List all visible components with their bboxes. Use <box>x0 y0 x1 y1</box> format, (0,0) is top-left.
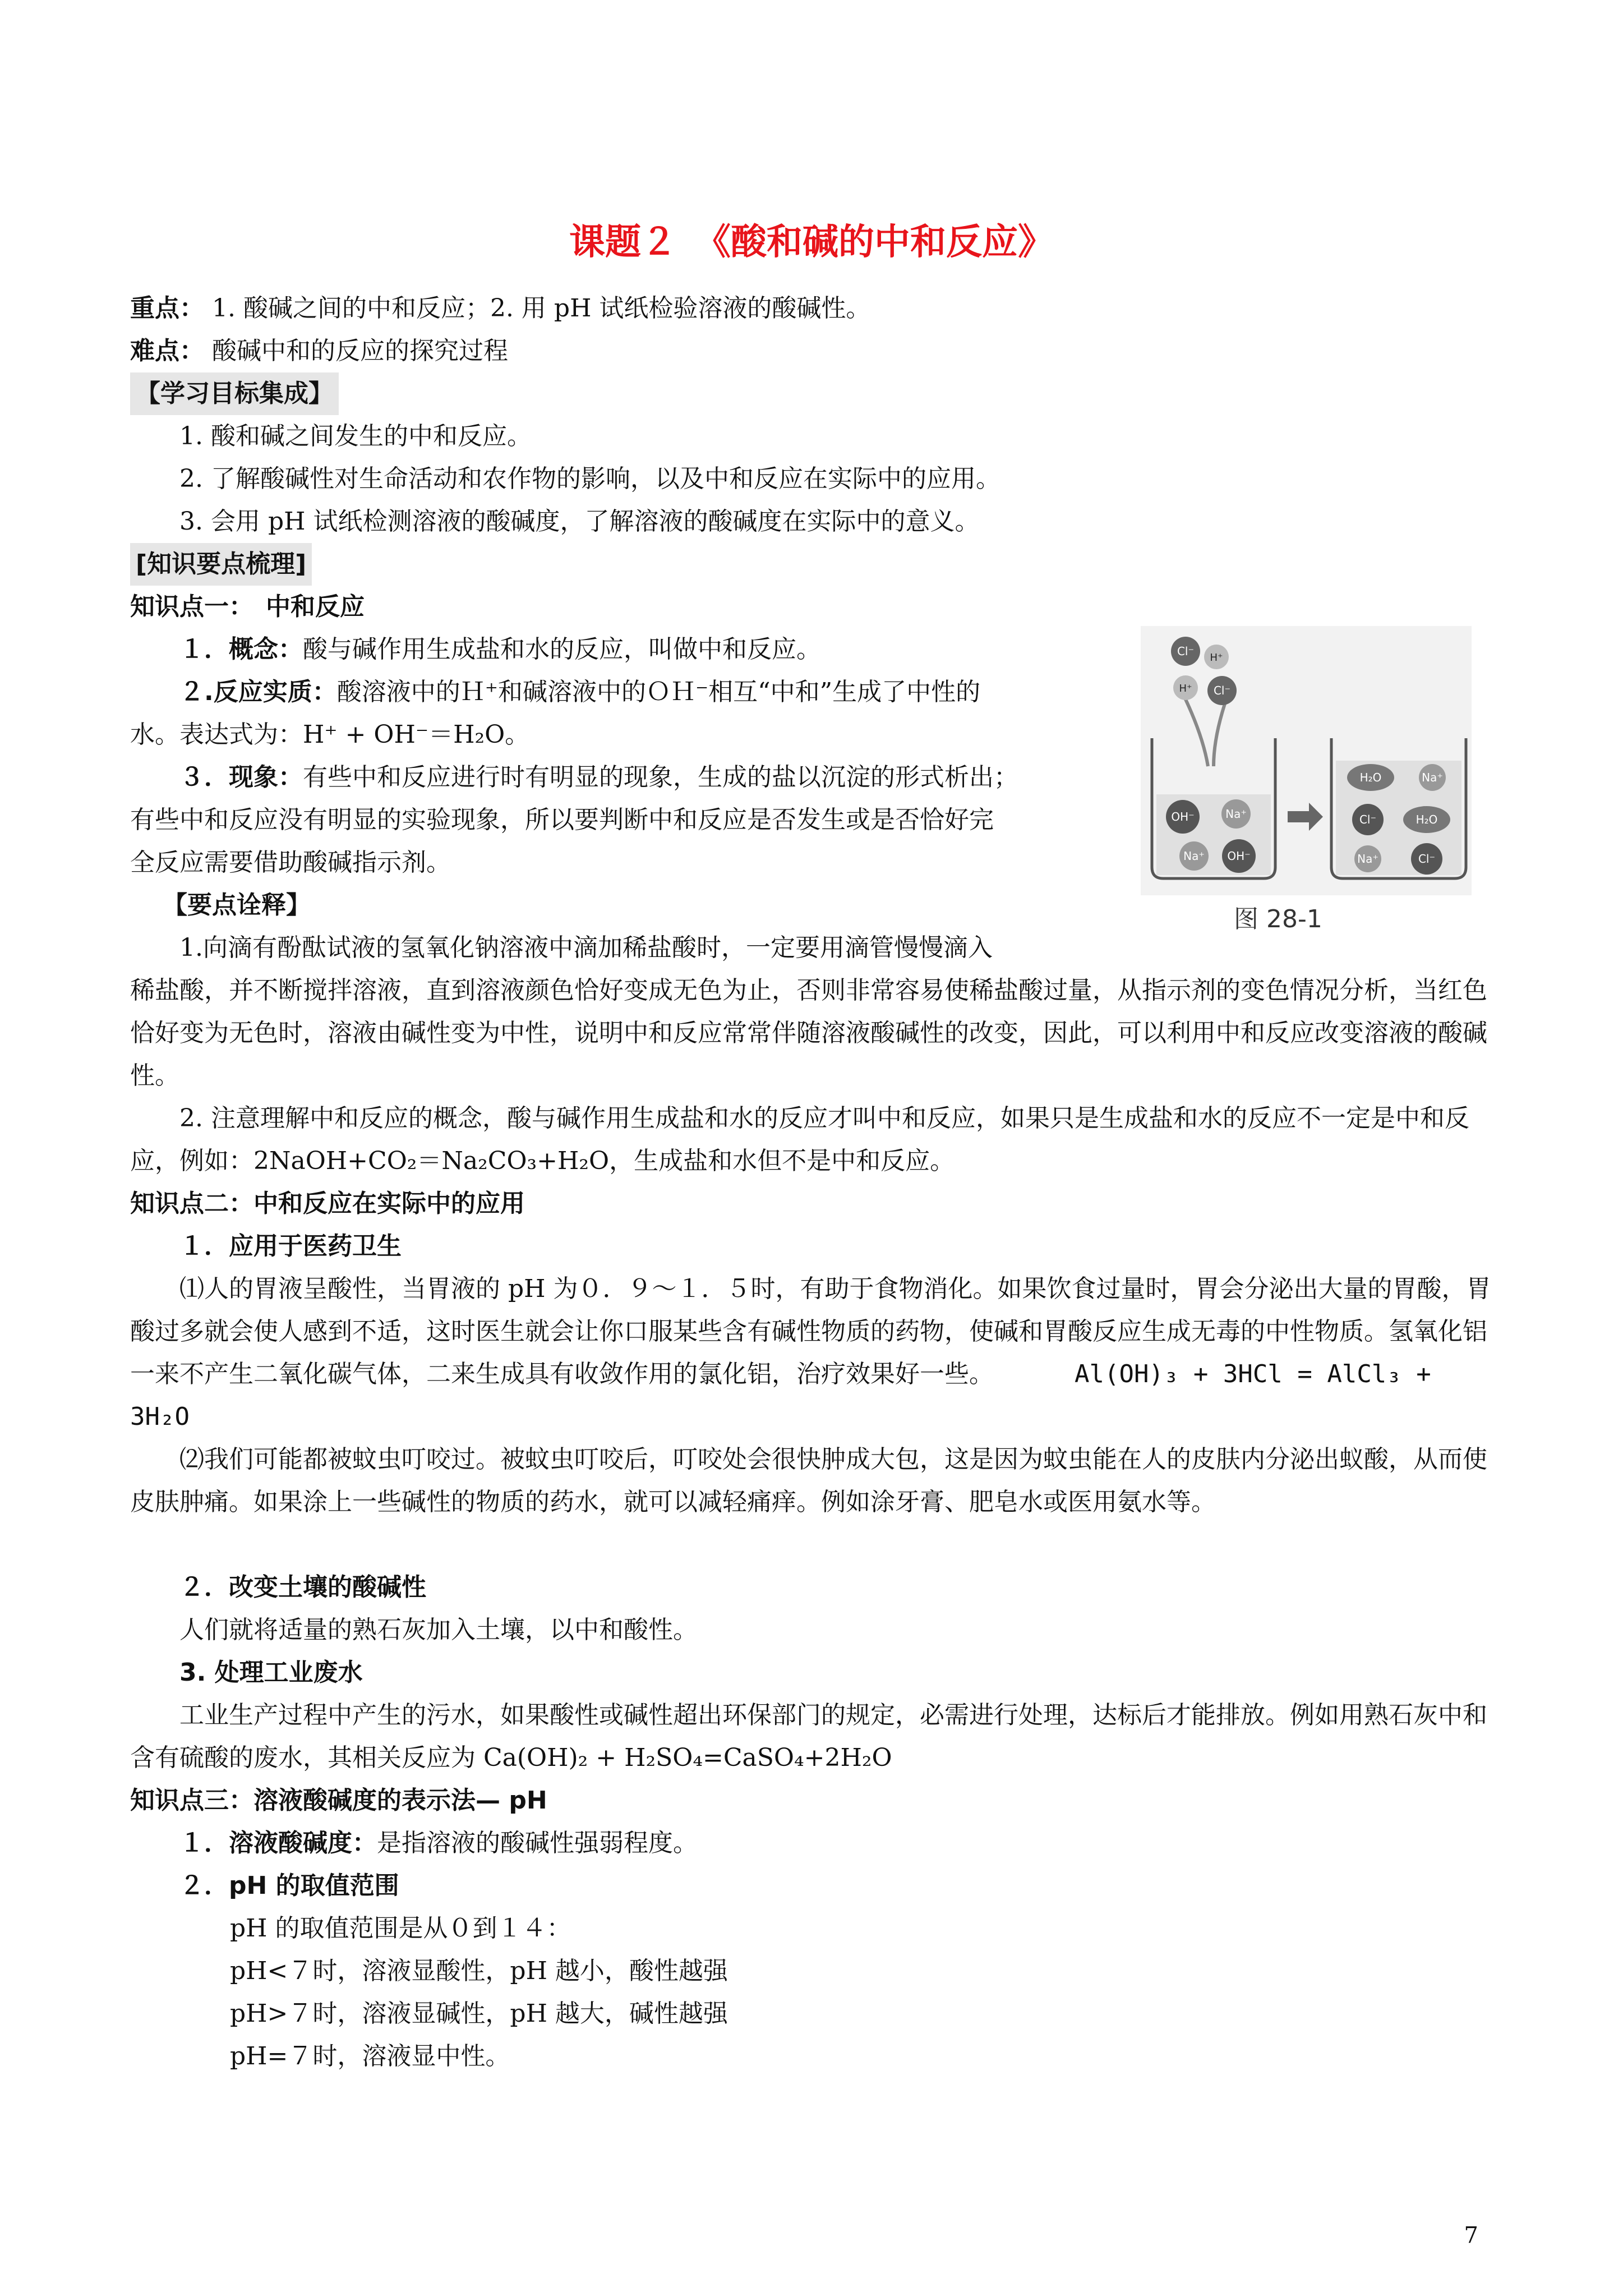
kp2-equation: Al(OH)₃ + 3HCl = AlCl₃ + 3H₂O <box>130 1360 1431 1431</box>
ph-range-line: pH=７时，溶液显中性。 <box>230 2042 510 2070</box>
kp2-heading: 知识点二：中和反应在实际中的应用 <box>130 1189 525 1218</box>
neutralization-figure <box>1141 626 1472 895</box>
note1-first-line: 1.向滴有酚酞试液的氢氧化钠溶液中滴加稀盐酸时，一定要用滴管慢慢滴入 <box>179 933 993 962</box>
particle-label: Na⁺ <box>1422 771 1443 784</box>
kp2-paragraph3: 人们就将适量的熟石灰加入土壤，以中和酸性。 <box>179 1616 698 1644</box>
ion-label: Cl⁻ <box>1213 684 1231 697</box>
kp1-heading: 知识点一： 中和反应 <box>130 592 365 621</box>
difficult-label: 难点： <box>130 337 204 365</box>
kp3-section2: ２．pH 的取值范围 <box>179 1871 399 1900</box>
difficult-points <box>130 330 508 372</box>
particle-label: Cl⁻ <box>1418 852 1436 866</box>
essence-label: ２.反应实质： <box>179 678 337 706</box>
ion-label: H⁺ <box>1179 683 1192 694</box>
key-points <box>130 287 870 330</box>
kp2-paragraph4: 工业生产过程中产生的污水，如果酸性或碱性超出环保部门的规定，必需进行处理，达标后才能排放。例如用熟石灰中和含有硫酸的废水，其相关反应为 Ca(OH)₂ + H₂SO₄=CaSO₄+2H₂O <box>130 1701 1487 1772</box>
kp1-phenomenon-cont2: 全反应需要借助酸碱指示剂。 <box>130 848 451 877</box>
particle-label: H₂O <box>1359 771 1382 784</box>
ph-range-line: pH>７时，溶液显碱性，pH 越大，碱性越强 <box>230 1999 728 2028</box>
ph-range-line: pH<７时，溶液显酸性，pH 越小，酸性越强 <box>230 1957 728 1985</box>
particle-label: Na⁺ <box>1357 852 1378 866</box>
ph-range-line: pH 的取值范围是从０到１４： <box>230 1914 571 1943</box>
essence-text: 酸溶液中的Ｈ⁺和碱溶液中的ＯＨ⁻相互“中和”生成了中性的 <box>336 678 981 706</box>
phenomenon-label: ３．现象： <box>179 763 303 792</box>
ion-label: Na⁺ <box>1183 849 1205 863</box>
notes-header: 【要点诠释】 <box>163 891 311 919</box>
kp3-s1-text: 是指溶液的酸碱性强弱程度。 <box>377 1829 698 1857</box>
ion-label: OH⁻ <box>1171 810 1195 823</box>
kp2-section3: 3. 处理工业废水 <box>179 1658 363 1687</box>
kp1-phenomenon <box>179 756 1018 799</box>
ion-label: Na⁺ <box>1225 807 1247 821</box>
note2: 2. 注意理解中和反应的概念，酸与碱作用生成盐和水的反应才叫中和反应，如果只是生成盐和水的反应不一定是中和反应，例如：2NaOH+CO₂＝Na₂CO₃+H₂O，生成盐和水但不是中和反应。 <box>130 1104 1469 1175</box>
page-number: 7 <box>1464 2223 1478 2248</box>
kp2-paragraph2: ⑵我们可能都被蚊虫叮咬过。被蚊虫叮咬后，叮咬处会很快肿成大包，这是因为蚊虫能在人的皮肤内分泌出蚁酸，从而使皮肤肿痛。如果涂上一些碱性的物质的药水，就可以减轻痛痒。例如涂牙膏、肥皂水或医用氨水等。 <box>130 1445 1487 1516</box>
kp1-concept <box>179 628 821 671</box>
kp1-phenomenon-cont: 有些中和反应没有明显的实验现象，所以要判断中和反应是否发生或是否恰好完 <box>130 806 994 834</box>
knowledge-header <box>130 543 312 586</box>
concept-label: １．概念： <box>179 635 303 664</box>
particle-label: Cl⁻ <box>1359 813 1377 826</box>
figure-caption: 图 28-1 <box>1234 905 1322 933</box>
goal-item: 2. 了解酸碱性对生命活动和农作物的影响，以及中和反应在实际中的应用。 <box>179 464 1000 493</box>
ion-label: Cl⁻ <box>1177 645 1195 658</box>
goals-header <box>130 372 339 415</box>
kp3-heading: 知识点三：溶液酸碱度的表示法— pH <box>130 1786 547 1815</box>
kp2-paragraph1 <box>130 1268 1493 1438</box>
kp2-section1: １．应用于医药卫生 <box>179 1232 402 1260</box>
kp2-section2: ２．改变土壤的酸碱性 <box>179 1573 426 1602</box>
kp1-essence-cont: 水。表达式为：H⁺ + OH⁻＝H₂O。 <box>130 720 530 749</box>
goals-header-text: 【学习目标集成】 <box>130 372 339 415</box>
page-title: 课题２ 《酸和碱的中和反应》 <box>569 222 1054 263</box>
goal-item: 1. 酸和碱之间发生的中和反应。 <box>179 422 532 450</box>
concept-text: 酸与碱作用生成盐和水的反应，叫做中和反应。 <box>303 635 821 664</box>
difficult-text: 酸碱中和的反应的探究过程 <box>204 337 508 365</box>
ion-label: OH⁻ <box>1227 849 1251 863</box>
key-points-label: 重点： <box>130 294 204 323</box>
note1-rest: 稀盐酸，并不断搅拌溶液，直到溶液颜色恰好变成无色为止，否则非常容易使稀盐酸过量，从指示剂的变色情况分析，当红色恰好变为无色时，溶液由碱性变为中性，说明中和反应常常伴随溶液酸碱性的改变，因此，可以利用中和反应改变溶液的酸碱性。 <box>130 976 1487 1090</box>
phenomenon-text: 有些中和反应进行时有明显的现象，生成的盐以沉淀的形式析出； <box>303 763 1018 792</box>
ion-label: H⁺ <box>1210 652 1223 664</box>
key-points-text: 1. 酸碱之间的中和反应；2. 用 pH 试纸检验溶液的酸碱性。 <box>204 294 871 323</box>
kp3-section1 <box>179 1822 698 1865</box>
kp3-s1-label: １．溶液酸碱度： <box>179 1829 377 1857</box>
particle-label: H₂O <box>1415 813 1438 826</box>
kp2-p1-text: ⑴人的胃液呈酸性，当胃液的 pH 为０．９～１．５时，有助于食物消化。如果饮食过量时，胃会分泌出大量的胃酸，胃酸过多就会使人感到不适，这时医生就会让你口服某些含有碱性物质的药物，使碱和胃酸反应生成无毒的中性物质。氢氧化铝一来不产生二氧化碳气体，二来生成具有收敛作用的氯化铝，治疗效果好一些。 <box>130 1274 1491 1388</box>
goal-item: 3. 会用 pH 试纸检测溶液的酸碱度，了解溶液的酸碱度在实际中的意义。 <box>179 507 980 536</box>
kp1-essence <box>179 671 980 714</box>
knowledge-header-text: [知识要点梳理] <box>130 543 312 586</box>
